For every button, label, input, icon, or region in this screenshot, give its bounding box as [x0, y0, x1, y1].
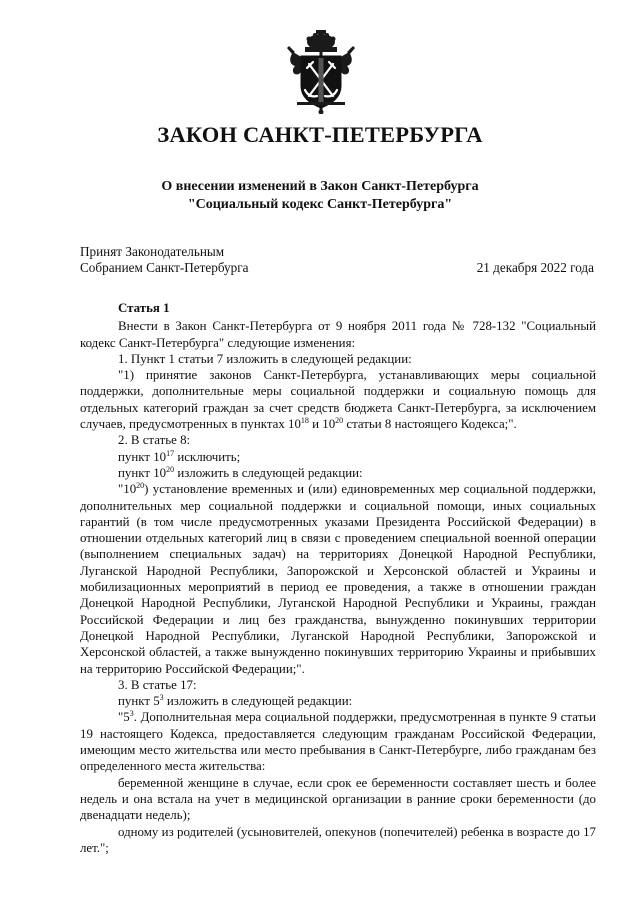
article-body [80, 300, 596, 856]
item-3-paragraph-3: одному из родителей (усыновителей, опекунов (попечителей) ребенка в возрасте до 17 лет."; [80, 824, 596, 855]
item-3-line: пункт $5^3$ изложить в следующей редакции: [118, 693, 353, 709]
item-2-line-2: пункт $10^{20}$ изложить в следующей редакции: [118, 464, 363, 480]
law-subject [0, 178, 640, 214]
article-heading: Статья 1 [118, 301, 170, 315]
item-3-title: 3. В статье 17: [118, 677, 197, 692]
adoption-line-2: Собранием Санкт-Петербурга [80, 260, 249, 275]
item-1-text: "1) принятие законов Санкт-Петербурга, устанавливающих меры социальной поддержки, дополнительные меры социальной поддержки и социальную помощь для отдельных категорий граждан за счет средств бюджета Санкт-Петербурга, за исключением случаев, предусмотренных в пунктах $10^{18}$ и $10^{20}$ статьи 8 настоящего Кодекса;". [80, 368, 596, 432]
adoption-date: 21 декабря 2022 года [476, 260, 594, 275]
law-title: ЗАКОН САНКТ-ПЕТЕРБУРГА [157, 122, 483, 147]
item-1-title: 1. Пункт 1 статьи 7 изложить в следующей редакции: [118, 351, 412, 366]
item-3-paragraph-2: беременной женщине в случае, если срок ее беременности составляет шесть и более недель и она встала на учет в медицинской организации в ранние сроки беременности (до двенадцати недель); [80, 775, 596, 823]
adoption-line-1: Принят Законодательным [80, 244, 225, 259]
adoption-statement [80, 244, 249, 276]
law-subject-line-1: О внесении изменений в Закон Санкт-Петербурга [161, 179, 479, 194]
law-subject-line-2: "Социальный кодекс Санкт-Петербурга" [187, 197, 453, 212]
saint-petersburg-coat-of-arms [287, 30, 355, 114]
item-2-text: "$10^{20}$) установление временных и (или) единовременных мер социальной поддержки, дополнительных мер социальной поддержки и социальной помощи, иных социальных гарантий (в том числе предусмотренных указами Президента Российской Федерации) в отношении отдельных категорий лиц в связи с проведением специальной военной операции (выполнением специальных задач) на территориях Донецкой Народной Республики, Луганской Народной Республики, Запорожской и Херсонской областей и Украины и мобилизационных мероприятий в период ее проведения, а также в отношении граждан Донецкой Народной Республики, Луганской Народной Республики и Украины, граждан Российской Федерации и лиц без гражданства, вынужденно покинувших территории Донецкой Народной Республики, Луганской Народной Республики, Запорожской и Херсонской областей, а также вынужденно покинувших территорию Украины и прибывших на территорию Российской Федерации;". [80, 481, 596, 676]
article-intro: Внести в Закон Санкт-Петербурга от 9 ноября 2011 года № 728-132 "Социальный кодекс Санкт-Петербурга" следующие изменения: [80, 319, 596, 350]
item-2-title: 2. В статье 8: [118, 433, 191, 448]
item-3-text: "$5^3$. Дополнительная мера социальной поддержки, предусмотренная в пункте 9 статьи 19 настоящего Кодекса, предоставляется следующим гражданам Российской Федерации, имеющим место жительства или место пребывания в Санкт-Петербурге, либо гражданам без определенного места жительства: [80, 709, 596, 774]
item-2-line-1: пункт $10^{17}$ исключить; [118, 448, 241, 464]
